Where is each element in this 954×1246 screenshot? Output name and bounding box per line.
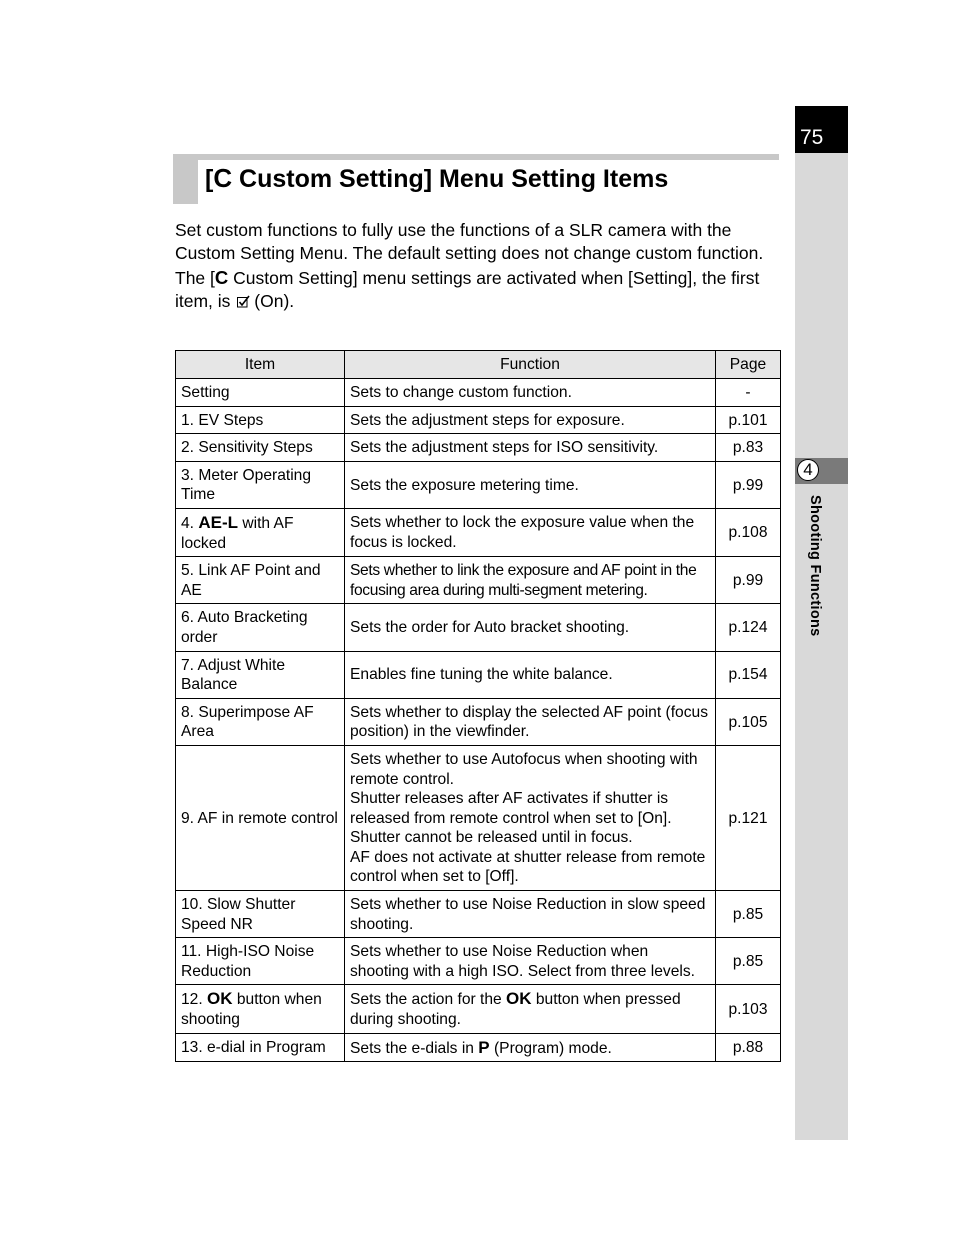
table-header-row <box>176 351 781 379</box>
item-cell: 4. AE-L with AF locked <box>176 508 345 556</box>
item-cell: 13. e-dial in Program <box>176 1033 345 1062</box>
function-cell: Sets the order for Auto bracket shooting. <box>345 604 716 651</box>
function-cell: Sets the exposure metering time. <box>345 461 716 508</box>
table-row <box>176 406 781 434</box>
page-cell: p.88 <box>716 1033 781 1062</box>
item-cell: 1. EV Steps <box>176 406 345 434</box>
item-cell: 10. Slow Shutter Speed NR <box>176 891 345 938</box>
item-cell: 7. Adjust White Balance <box>176 651 345 698</box>
function-cell: Sets the adjustment steps for exposure. <box>345 406 716 434</box>
ae-l-symbol: AE-L <box>198 512 239 532</box>
table-row <box>176 508 781 556</box>
page-cell: p.99 <box>716 461 781 508</box>
page-cell: p.108 <box>716 508 781 556</box>
function-line: Shutter releases after AF activates if shutter is released from remote control when set to [On]. Shutter cannot be released until in focus. <box>350 790 672 847</box>
header-page: Page <box>716 351 781 379</box>
item-cell: 8. Superimpose AF Area <box>176 698 345 745</box>
header-item: Item <box>176 351 345 379</box>
table-row <box>176 604 781 651</box>
table-row <box>176 434 781 462</box>
item-cell: 5. Link AF Point and AE <box>176 557 345 604</box>
item-cell: 2. Sensitivity Steps <box>176 434 345 462</box>
function-cell: Sets whether to lock the exposure value when the focus is locked. <box>345 508 716 556</box>
page-cell: p.99 <box>716 557 781 604</box>
function-line: Sets whether to use Autofocus when shooting with remote control. <box>350 750 698 788</box>
function-cell: Sets the e-dials in P (Program) mode. <box>345 1033 716 1062</box>
table-row <box>176 379 781 407</box>
custom-c-icon: C <box>214 266 229 288</box>
function-cell: Sets whether to link the exposure and AF point in the focusing area during multi-segment metering. <box>345 557 716 604</box>
page-cell: p.124 <box>716 604 781 651</box>
table-row <box>176 745 781 890</box>
function-cell: Sets the adjustment steps for ISO sensitivity. <box>345 434 716 462</box>
item-cell: 11. High-ISO Noise Reduction <box>176 938 345 985</box>
function-cell: Sets whether to use Noise Reduction in slow speed shooting. <box>345 891 716 938</box>
checkbox-checked-icon <box>237 295 250 308</box>
chapter-number-badge: 4 <box>797 459 819 481</box>
item-cell: 12. OK button when shooting <box>176 985 345 1033</box>
section-heading: [C Custom Setting] Menu Setting Items <box>205 163 669 193</box>
table-row <box>176 985 781 1033</box>
heading-marker-block <box>173 154 198 204</box>
page-cell: - <box>716 379 781 407</box>
table-row <box>176 651 781 698</box>
table-row <box>176 698 781 745</box>
item-cell: 9. AF in remote control <box>176 745 345 890</box>
header-function: Function <box>345 351 716 379</box>
page-cell: p.83 <box>716 434 781 462</box>
function-line: AF does not activate at shutter release from remote control when set to [Off]. <box>350 848 706 886</box>
function-cell: Enables fine tuning the white balance. <box>345 651 716 698</box>
ok-button-symbol: OK <box>207 989 233 1009</box>
table-row <box>176 891 781 938</box>
page-cell: p.121 <box>716 745 781 890</box>
heading-rule <box>198 154 779 160</box>
ok-button-symbol: OK <box>506 989 532 1009</box>
item-cell: Setting <box>176 379 345 407</box>
page-cell: p.103 <box>716 985 781 1033</box>
intro-paragraph-1: Set custom functions to fully use the functions of a SLR camera with the Custom Setting Menu. The default setting does not change custom function. <box>175 220 764 264</box>
page-cell: p.85 <box>716 938 781 985</box>
item-cell: 6. Auto Bracketing order <box>176 604 345 651</box>
page-cell: p.101 <box>716 406 781 434</box>
table-row <box>176 1033 781 1062</box>
page-cell: p.105 <box>716 698 781 745</box>
program-mode-symbol: P <box>478 1037 490 1057</box>
function-cell: Sets whether to display the selected AF point (focus position) in the viewfinder. <box>345 698 716 745</box>
table-row <box>176 461 781 508</box>
intro-paragraph-2: The [C Custom Setting] menu settings are activated when [Setting], the first item, is (On). <box>175 266 760 311</box>
custom-c-icon: C <box>213 163 233 193</box>
function-cell: Sets to change custom function. <box>345 379 716 407</box>
page-number: 75 <box>800 126 824 149</box>
intro-text <box>175 219 775 313</box>
item-cell: 3. Meter Operating Time <box>176 461 345 508</box>
function-cell <box>345 745 716 890</box>
page-cell: p.85 <box>716 891 781 938</box>
function-cell: Sets the action for the OK button when pressed during shooting. <box>345 985 716 1033</box>
function-cell: Sets whether to use Noise Reduction when shooting with a high ISO. Select from three levels. <box>345 938 716 985</box>
settings-table <box>175 350 781 1062</box>
table-row <box>176 557 781 604</box>
table-row <box>176 938 781 985</box>
page-cell: p.154 <box>716 651 781 698</box>
page-number-box <box>795 106 848 153</box>
chapter-title: Shooting Functions <box>807 495 823 637</box>
